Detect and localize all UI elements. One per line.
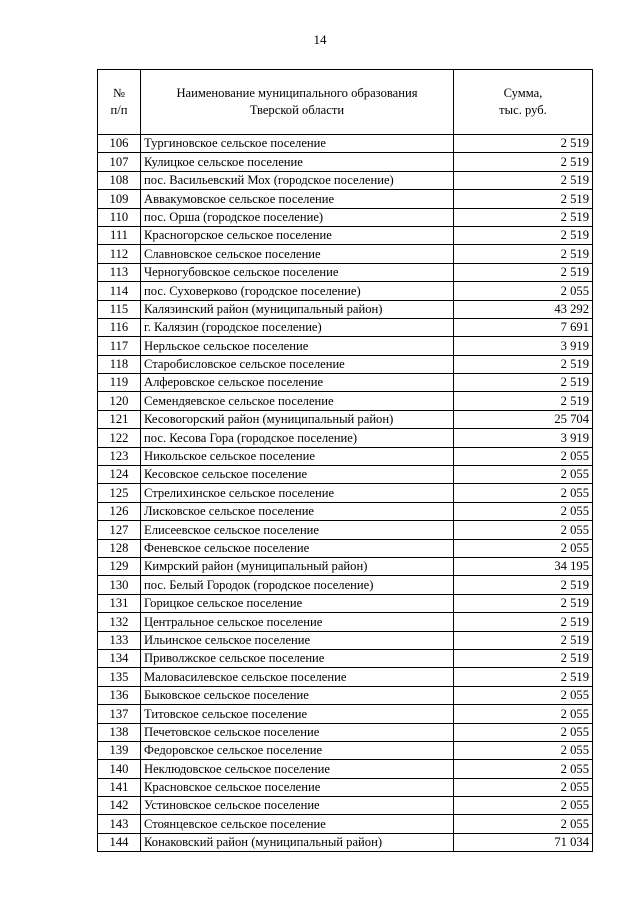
table-row	[98, 686, 593, 704]
table-row	[98, 374, 593, 392]
row-name: Центральное сельское поселение	[141, 613, 454, 631]
row-name: Кулицкое сельское поселение	[141, 153, 454, 171]
row-sum: 71 034	[454, 833, 593, 851]
row-sum: 2 519	[454, 668, 593, 686]
budget-table	[97, 69, 593, 852]
row-sum: 2 055	[454, 466, 593, 484]
row-sum: 2 055	[454, 502, 593, 520]
row-number: 107	[98, 153, 141, 171]
table-row	[98, 447, 593, 465]
header-number-line2: п/п	[110, 103, 128, 117]
header-sum	[454, 70, 593, 135]
table-row	[98, 778, 593, 796]
row-name: Елисеевское сельское поселение	[141, 521, 454, 539]
row-name: пос. Кесова Гора (городское поселение)	[141, 429, 454, 447]
row-sum: 2 519	[454, 355, 593, 373]
table-row	[98, 355, 593, 373]
row-sum: 2 519	[454, 649, 593, 667]
row-sum: 34 195	[454, 557, 593, 575]
row-sum: 2 519	[454, 613, 593, 631]
header-name-line2: Тверской области	[249, 103, 345, 117]
row-sum: 2 519	[454, 594, 593, 612]
row-name: пос. Белый Городок (городское поселение)	[141, 576, 454, 594]
table-row	[98, 245, 593, 263]
row-name: Кесовогорский район (муниципальный район)	[141, 410, 454, 428]
header-number	[98, 70, 141, 135]
row-sum: 2 055	[454, 539, 593, 557]
row-sum: 2 519	[454, 208, 593, 226]
table-row	[98, 337, 593, 355]
row-sum: 25 704	[454, 410, 593, 428]
row-name: Кимрский район (муниципальный район)	[141, 557, 454, 575]
row-number: 113	[98, 263, 141, 281]
row-number: 110	[98, 208, 141, 226]
row-name: Стоянцевское сельское поселение	[141, 815, 454, 833]
table-row	[98, 723, 593, 741]
row-name: Маловасилевское сельское поселение	[141, 668, 454, 686]
row-name: Горицкое сельское поселение	[141, 594, 454, 612]
header-sum-line1: Сумма,	[503, 86, 543, 100]
row-name: пос. Суховерково (городское поселение)	[141, 282, 454, 300]
row-sum: 2 519	[454, 190, 593, 208]
row-number: 133	[98, 631, 141, 649]
row-number: 134	[98, 649, 141, 667]
row-number: 114	[98, 282, 141, 300]
row-name: Тургиновское сельское поселение	[141, 135, 454, 153]
table-row	[98, 594, 593, 612]
page-number: 14	[313, 32, 327, 47]
row-number: 119	[98, 374, 141, 392]
row-name: Алферовское сельское поселение	[141, 374, 454, 392]
row-name: Кесовское сельское поселение	[141, 466, 454, 484]
table-row	[98, 282, 593, 300]
table-row	[98, 502, 593, 520]
row-number: 121	[98, 410, 141, 428]
table-row	[98, 410, 593, 428]
table-row	[98, 153, 593, 171]
table-row	[98, 190, 593, 208]
table-row	[98, 392, 593, 410]
row-number: 111	[98, 226, 141, 244]
table-row	[98, 171, 593, 189]
row-number: 127	[98, 521, 141, 539]
row-sum: 2 055	[454, 447, 593, 465]
row-number: 117	[98, 337, 141, 355]
row-name: Ильинское сельское поселение	[141, 631, 454, 649]
table-row	[98, 631, 593, 649]
row-number: 138	[98, 723, 141, 741]
row-name: Конаковский район (муниципальный район)	[141, 833, 454, 851]
row-sum: 2 519	[454, 392, 593, 410]
row-number: 144	[98, 833, 141, 851]
row-number: 143	[98, 815, 141, 833]
row-sum: 43 292	[454, 300, 593, 318]
table-row	[98, 760, 593, 778]
row-sum: 2 055	[454, 778, 593, 796]
row-name: Никольское сельское поселение	[141, 447, 454, 465]
row-number: 109	[98, 190, 141, 208]
table-row	[98, 557, 593, 575]
row-sum: 2 519	[454, 153, 593, 171]
table-row	[98, 668, 593, 686]
table-row	[98, 429, 593, 447]
row-sum: 2 055	[454, 741, 593, 759]
row-sum: 2 519	[454, 374, 593, 392]
row-number: 130	[98, 576, 141, 594]
row-sum: 2 055	[454, 723, 593, 741]
table-row	[98, 797, 593, 815]
table-row	[98, 484, 593, 502]
row-sum: 2 519	[454, 631, 593, 649]
row-sum: 2 055	[454, 797, 593, 815]
row-name: г. Калязин (городское поселение)	[141, 318, 454, 336]
row-name: Печетовское сельское поселение	[141, 723, 454, 741]
table-row	[98, 300, 593, 318]
row-name: Неклюдовское сельское поселение	[141, 760, 454, 778]
row-sum: 2 055	[454, 760, 593, 778]
table-row	[98, 815, 593, 833]
row-sum: 2 519	[454, 245, 593, 263]
table-row	[98, 613, 593, 631]
row-number: 141	[98, 778, 141, 796]
row-number: 131	[98, 594, 141, 612]
row-sum: 3 919	[454, 337, 593, 355]
row-name: Семендяевское сельское поселение	[141, 392, 454, 410]
table-header-row	[98, 70, 593, 135]
row-number: 136	[98, 686, 141, 704]
row-name: пос. Васильевский Мох (городское поселение)	[141, 171, 454, 189]
row-sum: 2 055	[454, 282, 593, 300]
table-row	[98, 521, 593, 539]
header-name-line1: Наименование муниципального образования	[176, 86, 418, 100]
header-sum-line2: тыс. руб.	[499, 103, 547, 117]
row-number: 118	[98, 355, 141, 373]
header-number-line1: №	[112, 86, 126, 100]
row-number: 126	[98, 502, 141, 520]
row-name: Быковское сельское поселение	[141, 686, 454, 704]
table-row	[98, 576, 593, 594]
table-row	[98, 263, 593, 281]
row-number: 128	[98, 539, 141, 557]
row-name: Славновское сельское поселение	[141, 245, 454, 263]
row-sum: 2 519	[454, 263, 593, 281]
row-number: 120	[98, 392, 141, 410]
row-sum: 2 055	[454, 686, 593, 704]
row-number: 129	[98, 557, 141, 575]
row-name: пос. Орша (городское поселение)	[141, 208, 454, 226]
row-name: Устиновское сельское поселение	[141, 797, 454, 815]
row-number: 116	[98, 318, 141, 336]
row-name: Феневское сельское поселение	[141, 539, 454, 557]
row-sum: 2 055	[454, 705, 593, 723]
row-number: 108	[98, 171, 141, 189]
row-number: 140	[98, 760, 141, 778]
table-row	[98, 226, 593, 244]
row-name: Приволжское сельское поселение	[141, 649, 454, 667]
row-name: Красновское сельское поселение	[141, 778, 454, 796]
row-sum: 2 055	[454, 521, 593, 539]
row-sum: 2 519	[454, 135, 593, 153]
row-number: 106	[98, 135, 141, 153]
row-number: 139	[98, 741, 141, 759]
row-name: Калязинский район (муниципальный район)	[141, 300, 454, 318]
row-number: 125	[98, 484, 141, 502]
row-sum: 2 519	[454, 576, 593, 594]
row-name: Нерльское сельское поселение	[141, 337, 454, 355]
row-name: Старобисловское сельское поселение	[141, 355, 454, 373]
table-row	[98, 208, 593, 226]
row-name: Аввакумовское сельское поселение	[141, 190, 454, 208]
table-row	[98, 318, 593, 336]
row-number: 112	[98, 245, 141, 263]
header-name	[141, 70, 454, 135]
row-sum: 3 919	[454, 429, 593, 447]
row-name: Красногорское сельское поселение	[141, 226, 454, 244]
row-number: 137	[98, 705, 141, 723]
row-number: 123	[98, 447, 141, 465]
table-row	[98, 135, 593, 153]
row-name: Титовское сельское поселение	[141, 705, 454, 723]
table-row	[98, 649, 593, 667]
table-row	[98, 741, 593, 759]
row-sum: 2 519	[454, 171, 593, 189]
table-row	[98, 466, 593, 484]
table-row	[98, 833, 593, 851]
row-number: 135	[98, 668, 141, 686]
row-number: 122	[98, 429, 141, 447]
row-sum: 2 055	[454, 815, 593, 833]
row-number: 142	[98, 797, 141, 815]
row-name: Лисковское сельское поселение	[141, 502, 454, 520]
row-sum: 2 519	[454, 226, 593, 244]
row-name: Стрелихинское сельское поселение	[141, 484, 454, 502]
row-name: Черногубовское сельское поселение	[141, 263, 454, 281]
row-number: 115	[98, 300, 141, 318]
row-name: Федоровское сельское поселение	[141, 741, 454, 759]
table-row	[98, 539, 593, 557]
row-sum: 7 691	[454, 318, 593, 336]
row-number: 124	[98, 466, 141, 484]
table-row	[98, 705, 593, 723]
row-sum: 2 055	[454, 484, 593, 502]
row-number: 132	[98, 613, 141, 631]
